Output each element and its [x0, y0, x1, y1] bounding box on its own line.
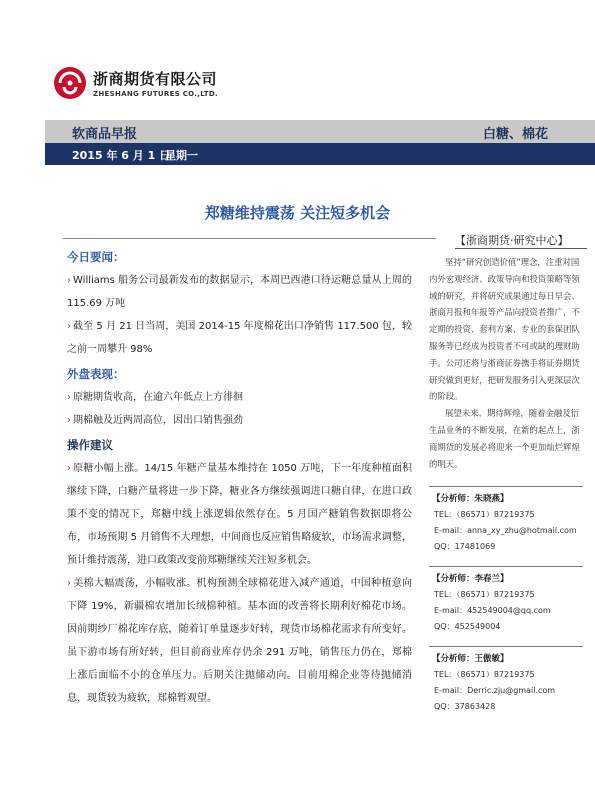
report-headline: 郑糖维持震荡 关注短多机会 — [204, 204, 391, 222]
report-title: 软商品早报 — [72, 127, 138, 142]
bullet-arrow-icon: › — [67, 578, 71, 589]
analyst-qq: QQ：17481069 — [434, 542, 496, 551]
advice-heading: 操作建议 — [67, 438, 113, 452]
analyst-name: 【分析师：朱晓燕】 — [432, 494, 509, 504]
research-center-intro — [429, 254, 583, 472]
company-name-cn: 浙商期货有限公司 — [93, 70, 218, 88]
analyst-email[interactable]: E-mail：Derric.zju@gmail.com — [434, 686, 556, 695]
news-heading: 今日要闻： — [67, 250, 125, 264]
analyst-qq: QQ：37863428 — [434, 702, 496, 711]
report-date: 2015 年 6 月 1 日 — [72, 149, 171, 162]
research-center-paragraph: 坚持“研究创造价值”理念，注重对国内外宏观经济、政策导向和投资策略等领域的研究，并将研究成果通过每日早会、浙商月报和年报等产品向投资者推广，不定期的投资、套利方案、专业的套保团队服务等已经成为投资者不可或缺的理财助手。公司还将与浙商证券携手将证券期货研究做到更好，把研发服务引入更深层次的阶段。 — [429, 257, 580, 402]
section-divider — [63, 238, 436, 239]
research-center-title: 【浙商期货·研究中心】 — [455, 234, 569, 247]
bullet-arrow-icon: › — [67, 321, 71, 332]
analyst-tel: TEL：（86571）87219375 — [434, 510, 535, 519]
advice-item-sugar: › 原糖小幅上涨。14/15 年糖产量基本维持在 1050 万吨，下一年度种植面积继续下降，白糖产量将进一步下降，糖业各方继续强调进口糖自律，在进口政策不变的情况下，郑糖中线上涨逻辑依然存在。5 月国产糖销售数据即将公布，市场预期 5 月销售不大理想，中间商也反应销售略疲软，市场需求调整，预计维持震荡，进口政策改变前郑糖继续关注短多机会。 — [67, 463, 412, 566]
bullet-arrow-icon: › — [67, 415, 71, 426]
analyst-divider — [429, 646, 583, 647]
external-market-item: › 期棉触及近两周高位，因出口销售强劲 — [67, 415, 243, 426]
analyst-name: 【分析师：王傲敏】 — [432, 654, 509, 664]
news-item: › 截至 5 月 21 日当周，美国 2014-15 年度棉花出口净销售 117.500 包，较之前一周攀升 98% — [67, 321, 412, 355]
external-market-heading: 外盘表现： — [67, 367, 125, 381]
company-name-en: ZHESHANG FUTURES CO.,LTD. — [93, 90, 218, 98]
news-item: › Williams 船务公司最新发布的数据显示，本周巴西港口待运糖总量从上周的 115.69 万吨 — [67, 275, 412, 309]
company-logo — [53, 66, 243, 110]
research-center-paragraph: 展望未来、期待辉煌，随着金融及衍生品业务的不断发展，在新的起点上，浙商期货的发展必将迎来一个更加灿烂辉煌的明天。 — [429, 408, 580, 469]
analyst-name: 【分析师：李春兰】 — [432, 574, 509, 584]
bullet-arrow-icon: › — [67, 463, 71, 474]
company-logo-icon — [53, 66, 87, 100]
analyst-tel: TEL：（86571）87219375 — [434, 670, 535, 679]
report-title-banner — [45, 120, 595, 143]
main-content — [67, 244, 412, 710]
analyst-qq: QQ：452549004 — [434, 622, 501, 631]
analyst-email[interactable]: E-mail：anna_xy_zhu@hotmail.com — [434, 526, 577, 535]
analyst-email[interactable]: E-mail：452549004@qq.com — [434, 606, 551, 615]
report-commodity-tag: 白糖、棉花 — [482, 127, 548, 142]
bullet-arrow-icon: › — [67, 275, 71, 286]
report-weekday: 星期一 — [165, 149, 198, 162]
analyst-tel: TEL：（86571）87219375 — [434, 590, 535, 599]
report-date-banner — [45, 143, 595, 165]
bullet-arrow-icon: › — [67, 392, 71, 403]
advice-item-cotton: › 美棉大幅震荡，小幅收涨。机构预测全球棉花进入减产通道，中国种植意向下降 19%，新疆棉农增加长绒棉种植。基本面的改善将长期利好棉花市场。因前期纱厂棉花库存底，随着订单量逐步好转，现货市场棉花需求有所变好。虽下游市场有所好转，但目前商业库存仍余 291 万吨，销售压力仍在，郑棉上涨后面临不小的仓单压力。后期关注抛储动向。目前用棉企业等待抛储消息，现货较为疲软，郑棉暂观望。 — [67, 578, 412, 704]
analyst-divider — [429, 566, 583, 567]
external-market-item: › 原糖期货收高，在逾六年低点上方徘徊 — [67, 392, 243, 403]
analyst-divider — [429, 486, 583, 487]
research-center-divider — [455, 248, 587, 249]
